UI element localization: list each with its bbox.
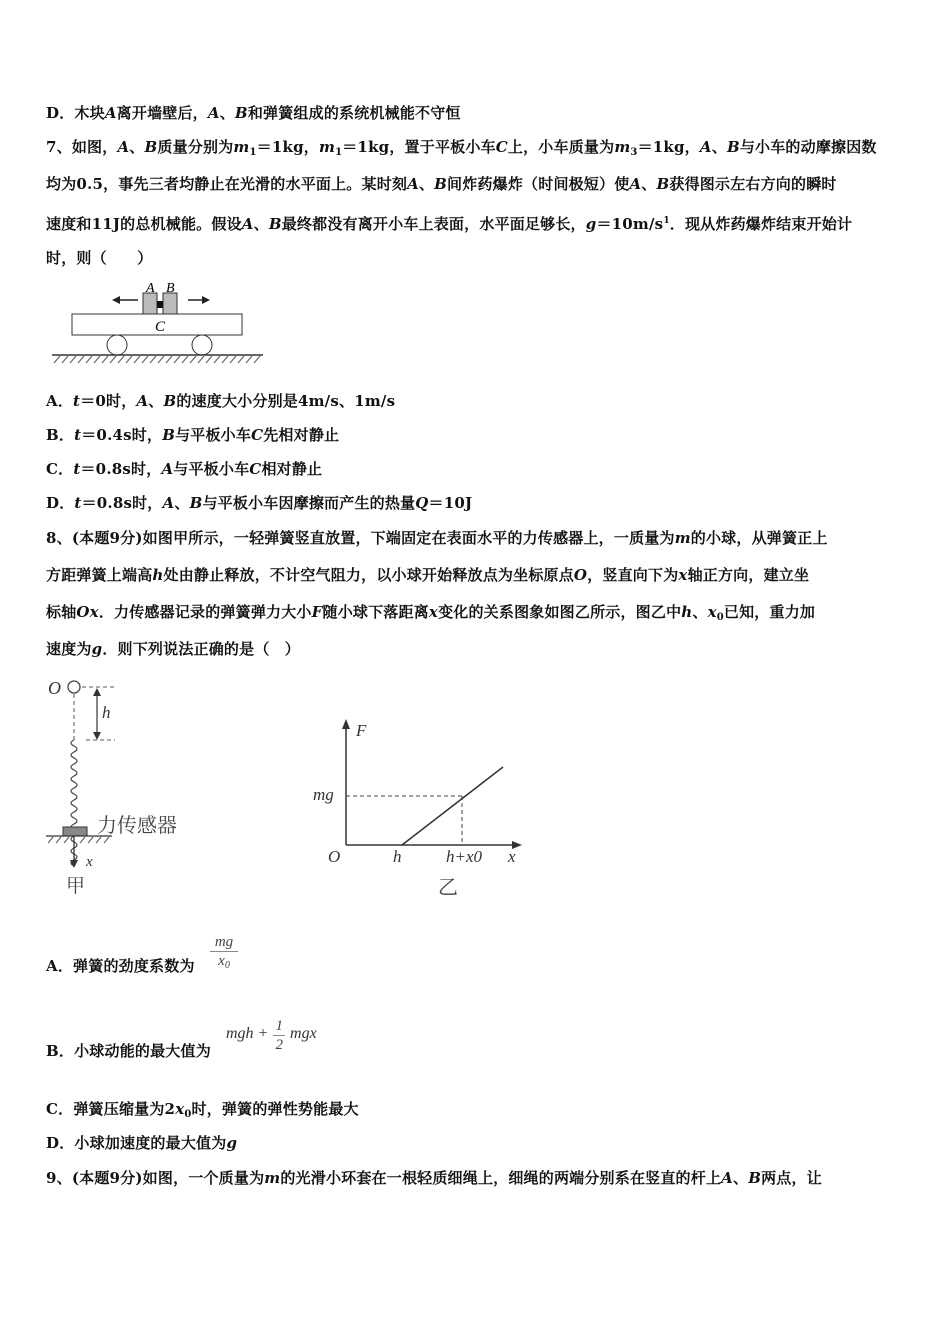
figure-caption: 甲	[66, 876, 86, 897]
text: 、	[418, 175, 435, 193]
text: ．现从炸药爆炸结束开始计	[669, 215, 853, 233]
subscript: 3	[630, 147, 638, 158]
block-a-label: A	[146, 281, 155, 296]
text: 的小球，从弹簧正上	[690, 529, 828, 547]
text: ＝10J	[428, 494, 473, 512]
var: Ox	[76, 603, 99, 621]
option-label: A．	[46, 392, 74, 410]
text: 轴正方向，建立坐	[687, 566, 810, 584]
formula-ek	[226, 1017, 317, 1061]
var: t	[74, 494, 82, 512]
var: x	[678, 566, 688, 584]
q7-stem-line4: 时，则（ ）	[46, 249, 153, 267]
var: g	[91, 640, 103, 658]
q7-stem-line3	[46, 211, 852, 234]
text: 的光滑小环套在一根轻质细绳上，细绳的两端分别系在竖直的杆上	[280, 1169, 722, 1187]
var: A	[629, 175, 642, 193]
var: B	[656, 175, 670, 193]
text: 质量分别为	[157, 138, 234, 156]
var: B	[163, 392, 177, 410]
text: 、	[129, 138, 145, 156]
text: 、	[148, 392, 164, 410]
var: A	[161, 460, 174, 478]
subscript: 0	[716, 612, 724, 623]
text: 时，弹簧的弹性势能最大	[191, 1100, 359, 1118]
wheel-left	[107, 335, 127, 355]
var: A	[407, 175, 419, 193]
var: B	[162, 426, 176, 444]
text: ＝0.8s时，	[81, 494, 163, 512]
var: B	[726, 138, 740, 156]
den-var: x	[218, 953, 225, 969]
force-line	[402, 767, 503, 845]
text: ＝0.4s时，	[81, 426, 163, 444]
denominator	[210, 952, 238, 975]
text: 两点，让	[761, 1169, 822, 1187]
var: C	[251, 426, 264, 444]
var: A	[162, 494, 175, 512]
option-label: B．	[46, 426, 75, 444]
text: 弹簧的劲度系数为	[73, 957, 195, 975]
var: Q	[415, 494, 429, 512]
text: 与平板小车	[175, 426, 252, 444]
q8-option-c	[46, 1099, 359, 1125]
text: (本题9分)如图甲所示，一轻弹簧竖直放置，下端固定在表面水平的力传感器上，一质量为	[71, 529, 675, 547]
var: B	[189, 494, 203, 512]
var: A	[117, 138, 130, 156]
formula-pre: mgh +	[226, 1024, 269, 1042]
var: h	[152, 566, 164, 584]
q7-option-c	[46, 459, 322, 479]
block-b	[163, 293, 177, 314]
var: C	[249, 460, 262, 478]
superscript: 1	[663, 216, 670, 226]
var: A	[136, 392, 149, 410]
var: A	[104, 104, 117, 122]
formula-post: mgx	[290, 1024, 317, 1042]
var: B	[434, 175, 448, 193]
text: 速度为	[46, 640, 92, 658]
subscript: 1	[335, 147, 343, 158]
q6-option-d	[46, 103, 461, 123]
y-axis-label: F	[356, 721, 367, 740]
var: B	[144, 138, 158, 156]
q8-option-a	[46, 956, 195, 976]
text: ＝0.8s时，	[80, 460, 162, 478]
q9-stem-line1	[46, 1168, 822, 1188]
text: 、	[219, 104, 235, 122]
var: g	[585, 215, 597, 233]
text: 标轴	[46, 603, 77, 621]
var: m	[674, 529, 691, 547]
q8-option-b	[46, 1041, 211, 1061]
text: 、	[174, 494, 190, 512]
option-label: D．	[46, 1134, 75, 1152]
force-sensor	[63, 827, 87, 836]
q7-option-d	[46, 493, 472, 513]
fraction	[273, 1017, 285, 1054]
q8-stem-line3	[46, 602, 815, 628]
option-label: A．	[46, 957, 74, 975]
text: 最终都没有离开小车上表面，水平面足够长，	[281, 215, 586, 233]
question-number: 8、	[46, 529, 72, 547]
var: m	[264, 1169, 281, 1187]
q8-stem-line2	[46, 565, 809, 585]
origin-label: O	[48, 678, 61, 698]
text: 间炸药爆炸（时间极短）使	[447, 175, 630, 193]
q8-force-chart	[300, 712, 540, 902]
cart-label: C	[155, 319, 166, 335]
denominator: 2	[275, 1037, 283, 1053]
text: 、	[253, 215, 269, 233]
text: 随小球下落距离	[322, 603, 429, 621]
option-label: B．	[46, 1042, 75, 1060]
formula-k	[210, 933, 238, 975]
text: 、	[641, 175, 657, 193]
text: ．力传感器记录的弹簧弹力大小	[98, 603, 312, 621]
text: 获得图示左右方向的瞬时	[669, 175, 837, 193]
text: ＝10m/s	[596, 215, 664, 233]
text: 变化的关系图象如图乙所示，图乙中	[438, 603, 682, 621]
var: x	[428, 603, 439, 621]
q8-stem-line1	[46, 528, 828, 548]
text: (本题9分)如图，一个质量为	[71, 1169, 265, 1187]
text: 弹簧压缩量为2	[73, 1100, 176, 1118]
text: 均为0.5，事先三者均静止在光滑的水平面上。某时刻	[46, 175, 408, 193]
text: 与平板小车因摩擦而产生的热量	[202, 494, 416, 512]
q8-spring-figure	[40, 672, 240, 902]
block-a	[143, 293, 157, 314]
subscript: 1	[249, 147, 257, 158]
q7-cart-figure	[50, 280, 270, 370]
option-label: D．	[46, 104, 75, 122]
var: m	[318, 138, 336, 156]
text: ＝0时，	[80, 392, 137, 410]
option-label: D．	[46, 494, 75, 512]
text: 、	[711, 138, 727, 156]
var: g	[226, 1134, 238, 1152]
var: A	[721, 1169, 734, 1187]
text: 与小车的动摩擦因数	[739, 138, 877, 156]
var: x	[707, 603, 717, 621]
text: ＝1kg，	[256, 138, 319, 156]
option-label: C．	[46, 1100, 74, 1118]
var: m	[614, 138, 631, 156]
q8-stem-line4	[46, 639, 300, 659]
text: ，竖直向下为	[587, 566, 679, 584]
text: 已知，重力加	[723, 603, 816, 621]
text: 的速度大小分别是4m/s、1m/s	[176, 392, 396, 410]
text: ＝1kg，置于平板小车	[342, 138, 496, 156]
question-number: 9、	[46, 1169, 72, 1187]
text: 和弹簧组成的系统机械能不守恒	[247, 104, 461, 122]
var: F	[311, 603, 323, 621]
text: 小球加速度的最大值为	[74, 1134, 227, 1152]
block-b-label: B	[166, 281, 175, 296]
text: 处由静止释放，不计空气阻力，以小球开始释放点为坐标原点	[163, 566, 574, 584]
q7-option-a	[46, 391, 395, 411]
text: 上，小车质量为	[507, 138, 615, 156]
subscript: 0	[184, 1109, 192, 1120]
var: x	[175, 1100, 185, 1118]
var: t	[74, 426, 82, 444]
option-label: C．	[46, 460, 74, 478]
numerator: 1	[275, 1018, 283, 1034]
numerator: mg	[210, 933, 238, 952]
q8-option-d	[46, 1133, 237, 1153]
figure-caption: 乙	[438, 877, 458, 899]
text: 先相对静止	[263, 426, 340, 444]
var: B	[234, 104, 248, 122]
var: m	[233, 138, 250, 156]
q7-option-b	[46, 425, 339, 445]
text: 速度和11J的总机械能。假设	[46, 215, 242, 233]
var: C	[495, 138, 508, 156]
var: A	[699, 138, 712, 156]
ball	[68, 681, 80, 693]
question-number: 7、	[46, 138, 72, 156]
text: 相对静止	[261, 460, 323, 478]
text: 离开墙壁后，	[116, 104, 208, 122]
var: B	[268, 215, 282, 233]
var: t	[73, 460, 81, 478]
explosive	[157, 301, 163, 308]
text: 、	[733, 1169, 749, 1187]
wheel-right	[192, 335, 212, 355]
var: A	[207, 104, 220, 122]
text: ．则下列说法正确的是（ ）	[102, 640, 300, 658]
text: 与平板小车	[173, 460, 250, 478]
var: B	[748, 1169, 762, 1187]
origin-label: O	[328, 847, 341, 866]
subscript: 0	[224, 960, 230, 971]
text: 木块	[74, 104, 105, 122]
y-tick-mg: mg	[313, 785, 334, 804]
sensor-label: 力传感器	[97, 815, 177, 837]
x-axis-label: x	[86, 854, 93, 870]
height-label: h	[102, 703, 111, 722]
text: 如图，	[71, 138, 118, 156]
var: O	[573, 566, 588, 584]
x-tick-h: h	[393, 847, 402, 866]
text: 、	[692, 603, 708, 621]
var: h	[681, 603, 693, 621]
x-axis-label: x	[508, 847, 516, 866]
x-tick-h-plus-x0: h+x0	[446, 847, 483, 866]
text: 方距弹簧上端高	[46, 566, 153, 584]
q7-stem-line1	[46, 137, 877, 163]
text: ＝1kg，	[637, 138, 700, 156]
q7-stem-line2	[46, 174, 837, 194]
text: 小球动能的最大值为	[74, 1042, 211, 1060]
var: A	[241, 215, 254, 233]
var: t	[73, 392, 81, 410]
